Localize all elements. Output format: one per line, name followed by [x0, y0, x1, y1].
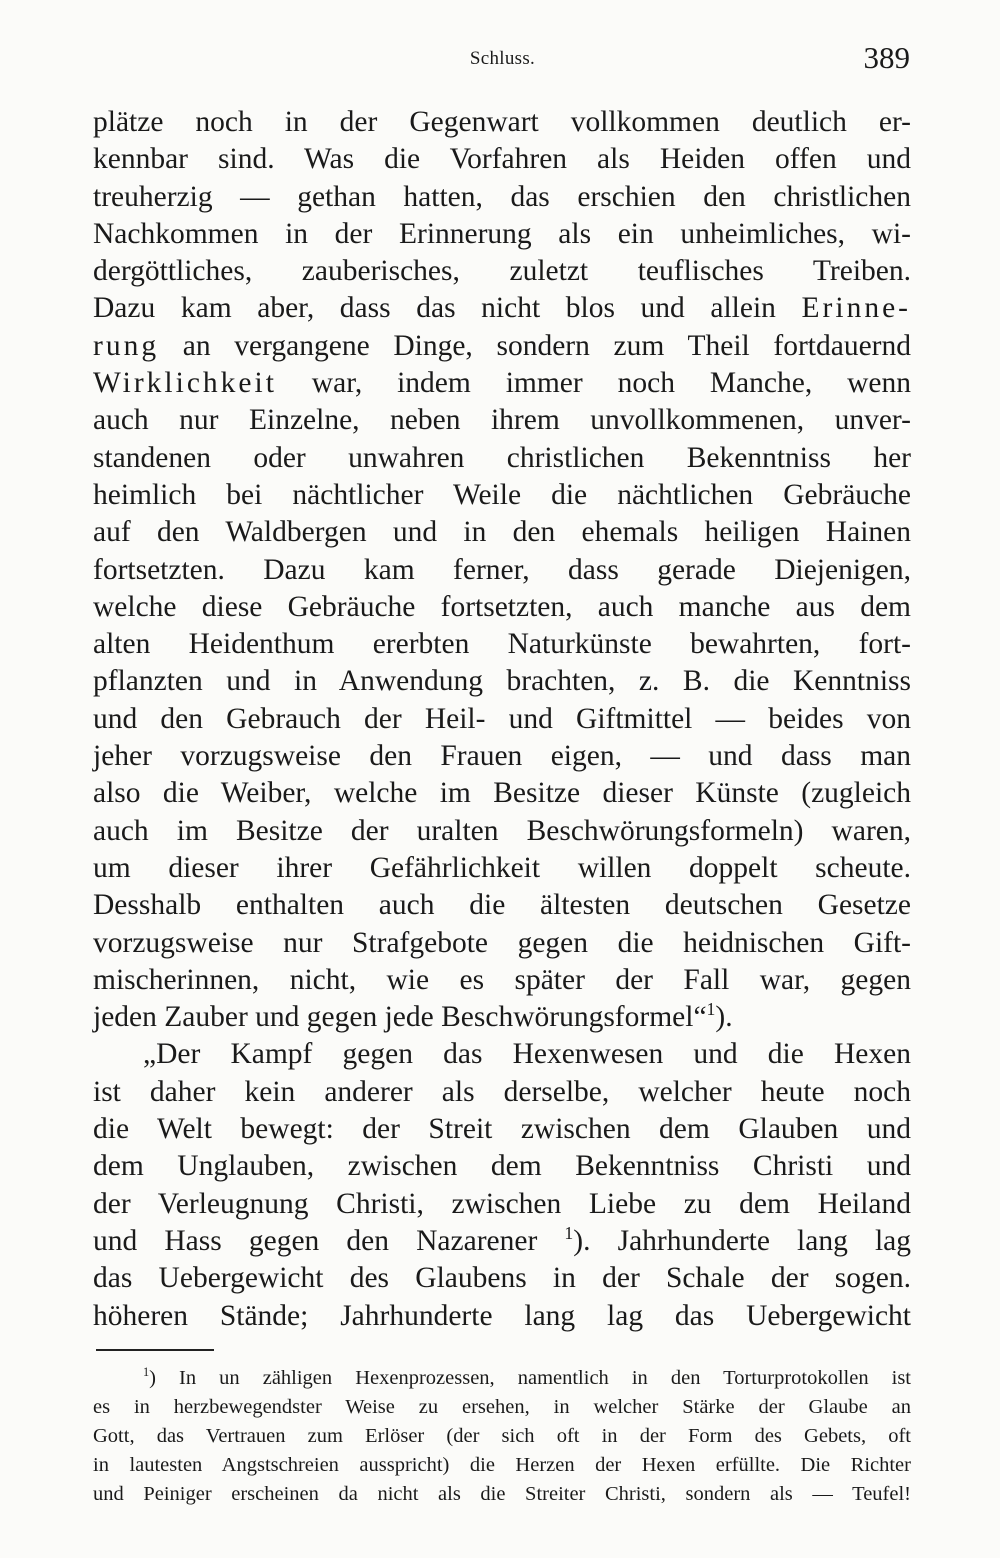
text-segment: und Hass gegen den Nazarener: [93, 1224, 538, 1257]
text-line: auf den Waldbergen und in den ehemals heiligen Hainen: [93, 516, 911, 549]
text-line: heimlich bei nächtlicher Weile die nächtlichen Gebräuche: [93, 478, 911, 511]
text-segment: an vergangene Dinge, sondern zum Theil fortdauernd: [182, 329, 911, 362]
text-line: kennbar sind. Was die Vorfahren als Heiden offen und: [93, 143, 911, 176]
text-line: alten Heidenthum ererbten Naturkünste bewahrten, fort-: [93, 628, 911, 661]
footnote-line: in lautesten Angstschreien ausspricht) die Herzen der Hexen erfüllte. Die Richter: [93, 1454, 911, 1476]
text-line: auch nur Einzelne, neben ihrem unvollkommenen, unver-: [93, 404, 911, 437]
emphasized-word: Wirklichkeit: [93, 367, 277, 400]
text-line: pflanzten und in Anwendung brachten, z. B. die Kenntniss: [93, 665, 911, 698]
footnote-line: und Peiniger erscheinen da nicht als die Streiter Christi, sondern als — Teufel!: [93, 1483, 911, 1505]
text-line: Desshalb enthalten auch die ältesten deutschen Gesetze: [93, 889, 911, 922]
footnote-reference: 1: [564, 1223, 574, 1244]
text-line: um dieser ihrer Gefährlichkeit willen doppelt scheute.: [93, 851, 911, 884]
text-segment: ) In un zähligen Hexenprozessen, namentlich in den Torturprotokollen ist: [149, 1367, 911, 1389]
text-line: treuherzig — gethan hatten, das erschien den christlichen: [93, 180, 911, 213]
text-line: welche diese Gebräuche fortsetzten, auch manche aus dem: [93, 590, 911, 623]
text-line: [93, 328, 911, 365]
emphasized-word: Erinne-: [801, 292, 911, 325]
page-header: [95, 40, 910, 90]
main-text: [93, 104, 911, 1335]
page-number: 389: [863, 40, 910, 75]
text-line: dem Unglauben, zwischen dem Bekenntniss Christi und: [93, 1150, 911, 1183]
running-title: Schluss.: [469, 48, 536, 69]
text-line: [93, 365, 911, 402]
text-line: standenen oder unwahren christlichen Bekenntniss her: [93, 441, 911, 474]
text-segment: ). Jahrhunderte lang lag: [573, 1224, 912, 1257]
text-line: [93, 999, 911, 1036]
footnote-marker: 1: [143, 1365, 150, 1380]
text-line: jeher vorzugsweise den Frauen eigen, — und dass man: [93, 740, 911, 773]
text-line: vorzugsweise nur Strafgebote gegen die heidnischen Gift-: [93, 926, 911, 959]
footnote-reference: 1: [706, 999, 716, 1020]
text-line: [93, 1223, 911, 1260]
text-line: fortsetzten. Dazu kam ferner, dass gerade Diejenigen,: [93, 553, 911, 586]
text-line: „Der Kampf gegen das Hexenwesen und die Hexen: [143, 1038, 911, 1071]
text-segment: ).: [715, 1001, 733, 1034]
text-line: dergöttliches, zauberisches, zuletzt teuflisches Treiben.: [93, 255, 911, 288]
footnote-line: es in herzbewegendster Weise zu ersehen, in welcher Stärke der Glaube an: [93, 1396, 911, 1418]
text-line: und den Gebrauch der Heil- und Giftmittel — beides von: [93, 702, 911, 735]
text-segment: jeden Zauber und gegen jede Beschwörungsformel“: [93, 1001, 707, 1034]
text-segment: Dazu kam aber, dass das nicht blos und allein: [93, 292, 776, 325]
text-line: mischerinnen, nicht, wie es später der Fall war, gegen: [93, 963, 911, 996]
text-line: der Verleugnung Christi, zwischen Liebe zu dem Heiland: [93, 1187, 911, 1220]
text-segment: war, indem immer noch Manche, wenn: [311, 367, 911, 400]
text-line: höheren Stände; Jahrhunderte lang lag das Uebergewicht: [93, 1299, 911, 1332]
footnote: [93, 1364, 911, 1509]
text-line: plätze noch in der Gegenwart vollkommen deutlich er-: [93, 106, 911, 138]
text-line: Nachkommen in der Erinnerung als ein unheimliches, wi-: [93, 217, 911, 250]
text-line: das Uebergewicht des Glaubens in der Schale der sogen.: [93, 1262, 911, 1295]
footnote-line: [93, 1364, 911, 1393]
emphasized-word: rung: [93, 329, 160, 362]
text-line: auch im Besitze der uralten Beschwörungsformeln) waren,: [93, 814, 911, 847]
footnote-divider: [96, 1349, 214, 1351]
text-line: ist daher kein anderer als derselbe, welcher heute noch: [93, 1075, 911, 1108]
footnote-line: Gott, das Vertrauen zum Erlöser (der sich oft in der Form des Gebets, oft: [93, 1425, 911, 1447]
text-line: die Welt bewegt: der Streit zwischen dem Glauben und: [93, 1113, 911, 1146]
text-line: also die Weiber, welche im Besitze dieser Künste (zugleich: [93, 777, 911, 810]
text-line: [93, 290, 911, 327]
